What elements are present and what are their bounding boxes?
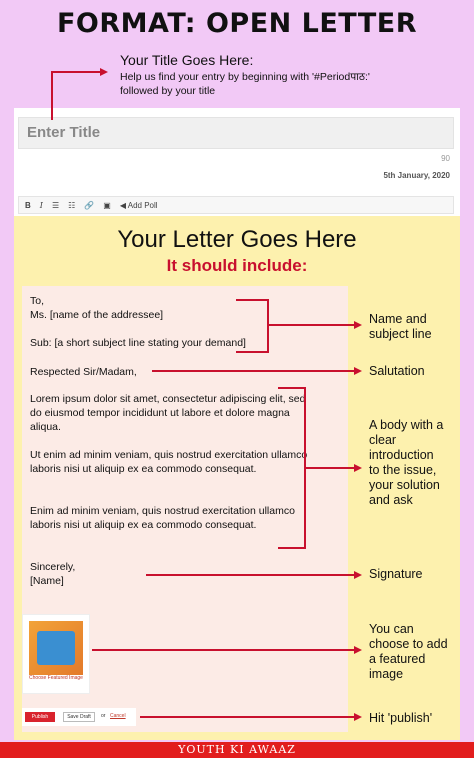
label-featured-image: You can choose to add a featured image (369, 622, 448, 681)
editor-toolbar (18, 196, 454, 214)
post-editor (14, 108, 460, 218)
letter-heading: Your Letter Goes Here (117, 226, 357, 253)
label-name-subject: Name and subject line (369, 312, 432, 341)
label-signature: Signature (369, 567, 423, 581)
title-input[interactable]: Enter Title (18, 117, 454, 149)
title-hint-description: Help us find your entry by beginning with '#Periodपाठ:' followed by your title (120, 71, 370, 97)
add-poll-label: Add Poll (127, 200, 158, 210)
image-icon[interactable]: ▣ (103, 200, 111, 210)
letter-addressee: Ms. [name of the addressee] (30, 309, 164, 321)
add-poll-button[interactable] (120, 201, 158, 210)
label-body: A body with a clear introduction to the issue, your solution and ask (369, 418, 444, 507)
letter-subject: Sub: [a short subject line stating your demand] (30, 337, 246, 349)
publish-button[interactable]: Publish (25, 712, 55, 722)
page-title: FORMAT: OPEN LETTER (56, 8, 417, 39)
featured-image-thumbnail (29, 621, 83, 675)
letter-signature-name: [Name] (30, 575, 64, 587)
letter-paragraph-2: Ut enim ad minim veniam, quis nostrud exercitation ullamco laboris nisi ut aliquip ex ea commodo consequat. (30, 449, 308, 475)
bold-icon[interactable]: B (25, 200, 31, 210)
italic-icon[interactable]: I (39, 200, 43, 210)
title-hint-heading: Your Title Goes Here: (120, 52, 254, 68)
megaphone-icon (37, 631, 75, 665)
label-salutation: Salutation (369, 364, 425, 378)
link-icon[interactable]: 🔗 (84, 200, 95, 210)
cancel-link[interactable]: Cancel (110, 713, 126, 719)
megaphone-icon: ◀ (119, 200, 126, 210)
character-count: 90 (441, 154, 450, 163)
letter-paragraph-1: Lorem ipsum dolor sit amet, consectetur adipiscing elit, sed do eiusmod tempor incididunt ut labore et dolore magna aliqua. (30, 393, 306, 433)
letter-closing: Sincerely, (30, 561, 76, 573)
featured-image-picker[interactable] (22, 614, 90, 694)
bullet-list-icon[interactable]: ☰ (51, 200, 60, 210)
save-draft-button[interactable]: Save Draft (63, 712, 95, 722)
featured-image-caption: Choose Featured Image (29, 675, 83, 681)
numbered-list-icon[interactable]: ☷ (68, 200, 76, 210)
post-date: 5th January, 2020 (383, 171, 450, 180)
letter-paragraph-3: Enim ad minim veniam, quis nostrud exercitation ullamco laboris nisi ut aliquip ex ea commodo consequat. (30, 505, 295, 531)
or-text: or (101, 713, 106, 719)
letter-subheading: It should include: (166, 256, 308, 275)
publish-bar (22, 708, 136, 726)
letter-to: To, (30, 295, 45, 307)
letter-salutation: Respected Sir/Madam, (30, 366, 137, 378)
label-publish: Hit 'publish' (369, 711, 433, 725)
footer-brand: YOUTH KI AWAAZ (0, 742, 474, 758)
